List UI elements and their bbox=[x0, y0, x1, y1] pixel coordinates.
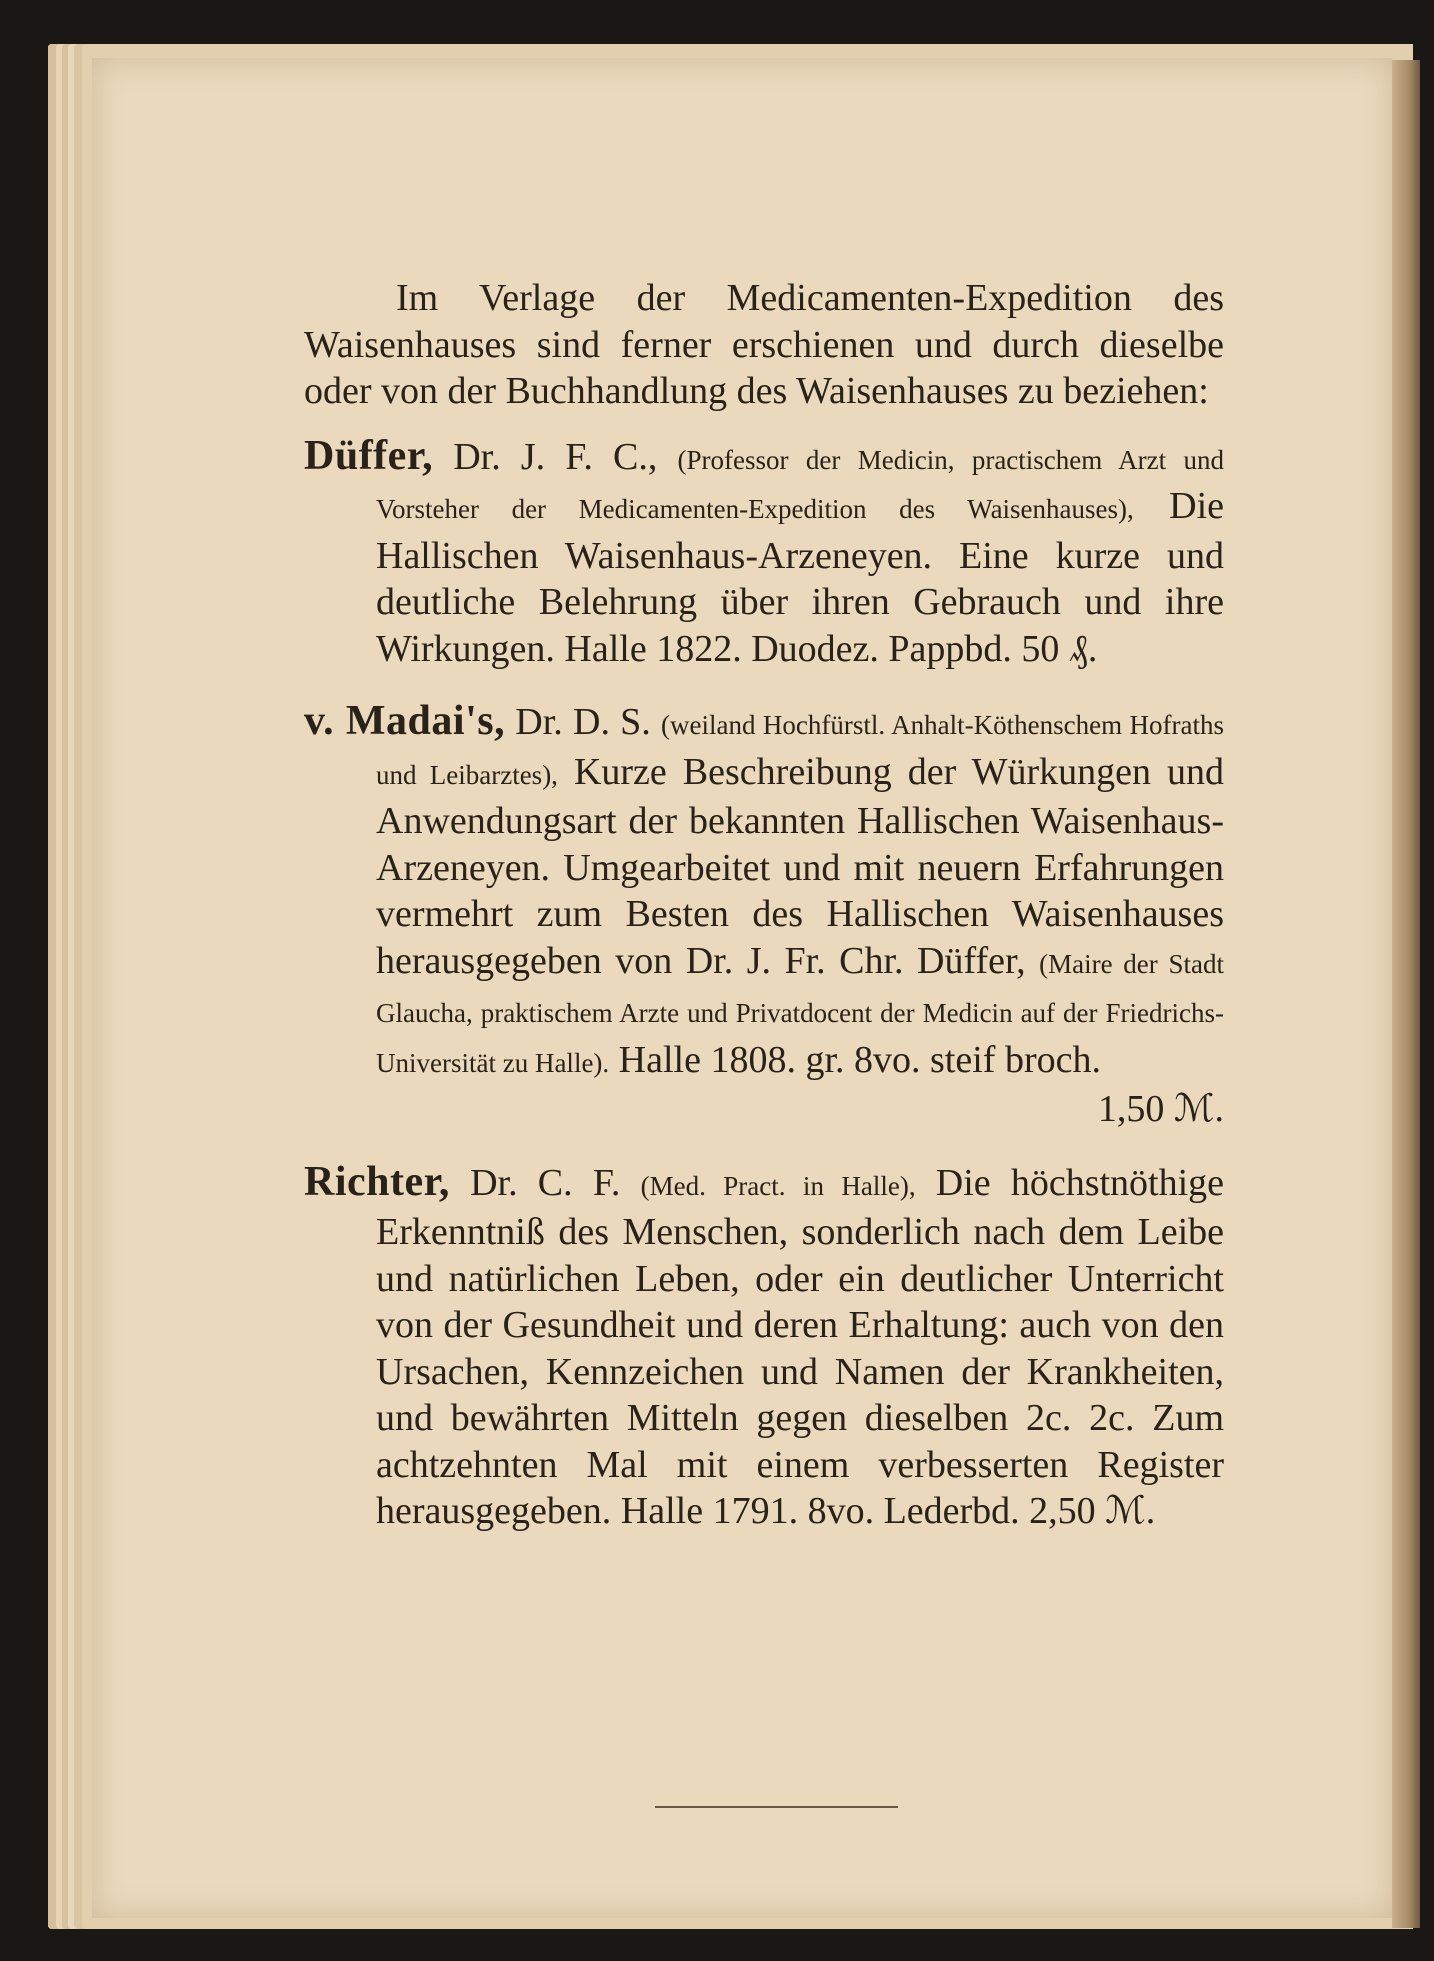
entry-madai bbox=[304, 698, 1224, 1133]
entry-duffer bbox=[304, 433, 1224, 673]
entry-price: 2,50 ℳ. bbox=[1029, 1490, 1156, 1532]
closing-rule bbox=[655, 1806, 898, 1808]
entry-name: Dr. C. F. bbox=[470, 1161, 621, 1204]
entry-imprint: Halle 1808. gr. 8vo. steif broch. bbox=[618, 1038, 1101, 1081]
entry-richter bbox=[304, 1159, 1224, 1535]
entry-note: (Professor der Medicin, practischem Arzt und Vorsteher der Medicamenten-Expedition des Waisenhauses), bbox=[376, 444, 1225, 524]
entry-price: 50 ₰. bbox=[1021, 627, 1098, 670]
binding-edge bbox=[1392, 60, 1420, 1928]
entry-note: (Med. Pract. in Halle), bbox=[640, 1170, 916, 1201]
entry-title: Die Hallischen Waisenhaus-Arzeneyen. Eine kurze und deutliche Belehrung über ihren Gebrauch und ihre Wirkungen. Halle 1822. Duodez. Pappbd. bbox=[376, 485, 1225, 670]
entry-note: (weiland Hochfürstl. Anhalt-Köthenschem Hofraths und Leibarztes), bbox=[376, 710, 1225, 790]
entry-name: Dr. J. F. C., bbox=[453, 435, 658, 478]
entry-note-editor: (Maire der Stadt Glaucha, praktischem Arzte und Privatdocent der Medicin auf der Friedrichs-Universität zu Halle). bbox=[376, 948, 1224, 1078]
entry-title: Kurze Beschreibung der Würkungen und Anwendungsart der bekannten Hallischen Waisenhaus-Arzeneyen. Umgearbeitet und mit neuern Erfahrungen vermehrt zum Besten des Hallischen Waisenhauses herausgegeben von Dr. J. Fr. Chr. Düffer, bbox=[376, 750, 1224, 982]
entry-author: v. Madai's, bbox=[304, 698, 506, 744]
entry-author: Richter, bbox=[304, 1158, 450, 1205]
entry-title: Die höchstnöthige Erkenntniß des Menschen, sonderlich nach dem Leibe und natürlichen Leben, oder ein deutlicher Unterricht von der Gesundheit und deren Erhaltung: auch von den Ursachen, Kennzeichen und Namen der Krankheiten, und bewährten Mitteln gegen dieselben 2c. 2c. Zum achtzehnten Mal mit einem verbesserten Register herausgegeben. Halle 1791. 8vo. Lederbd. bbox=[376, 1161, 1225, 1532]
entry-author: Düffer, bbox=[304, 432, 434, 479]
intro-paragraph: Im Verlage der Medicamenten-Expedition des Waisenhauses sind ferner erschienen und durch dieselbe oder von der Buchhandlung des Waisenhauses zu beziehen: bbox=[304, 277, 1224, 412]
page-text bbox=[304, 275, 1224, 1561]
entry-price: 1,50 ℳ. bbox=[1097, 1088, 1224, 1130]
entry-name: Dr. D. S. bbox=[515, 701, 651, 743]
